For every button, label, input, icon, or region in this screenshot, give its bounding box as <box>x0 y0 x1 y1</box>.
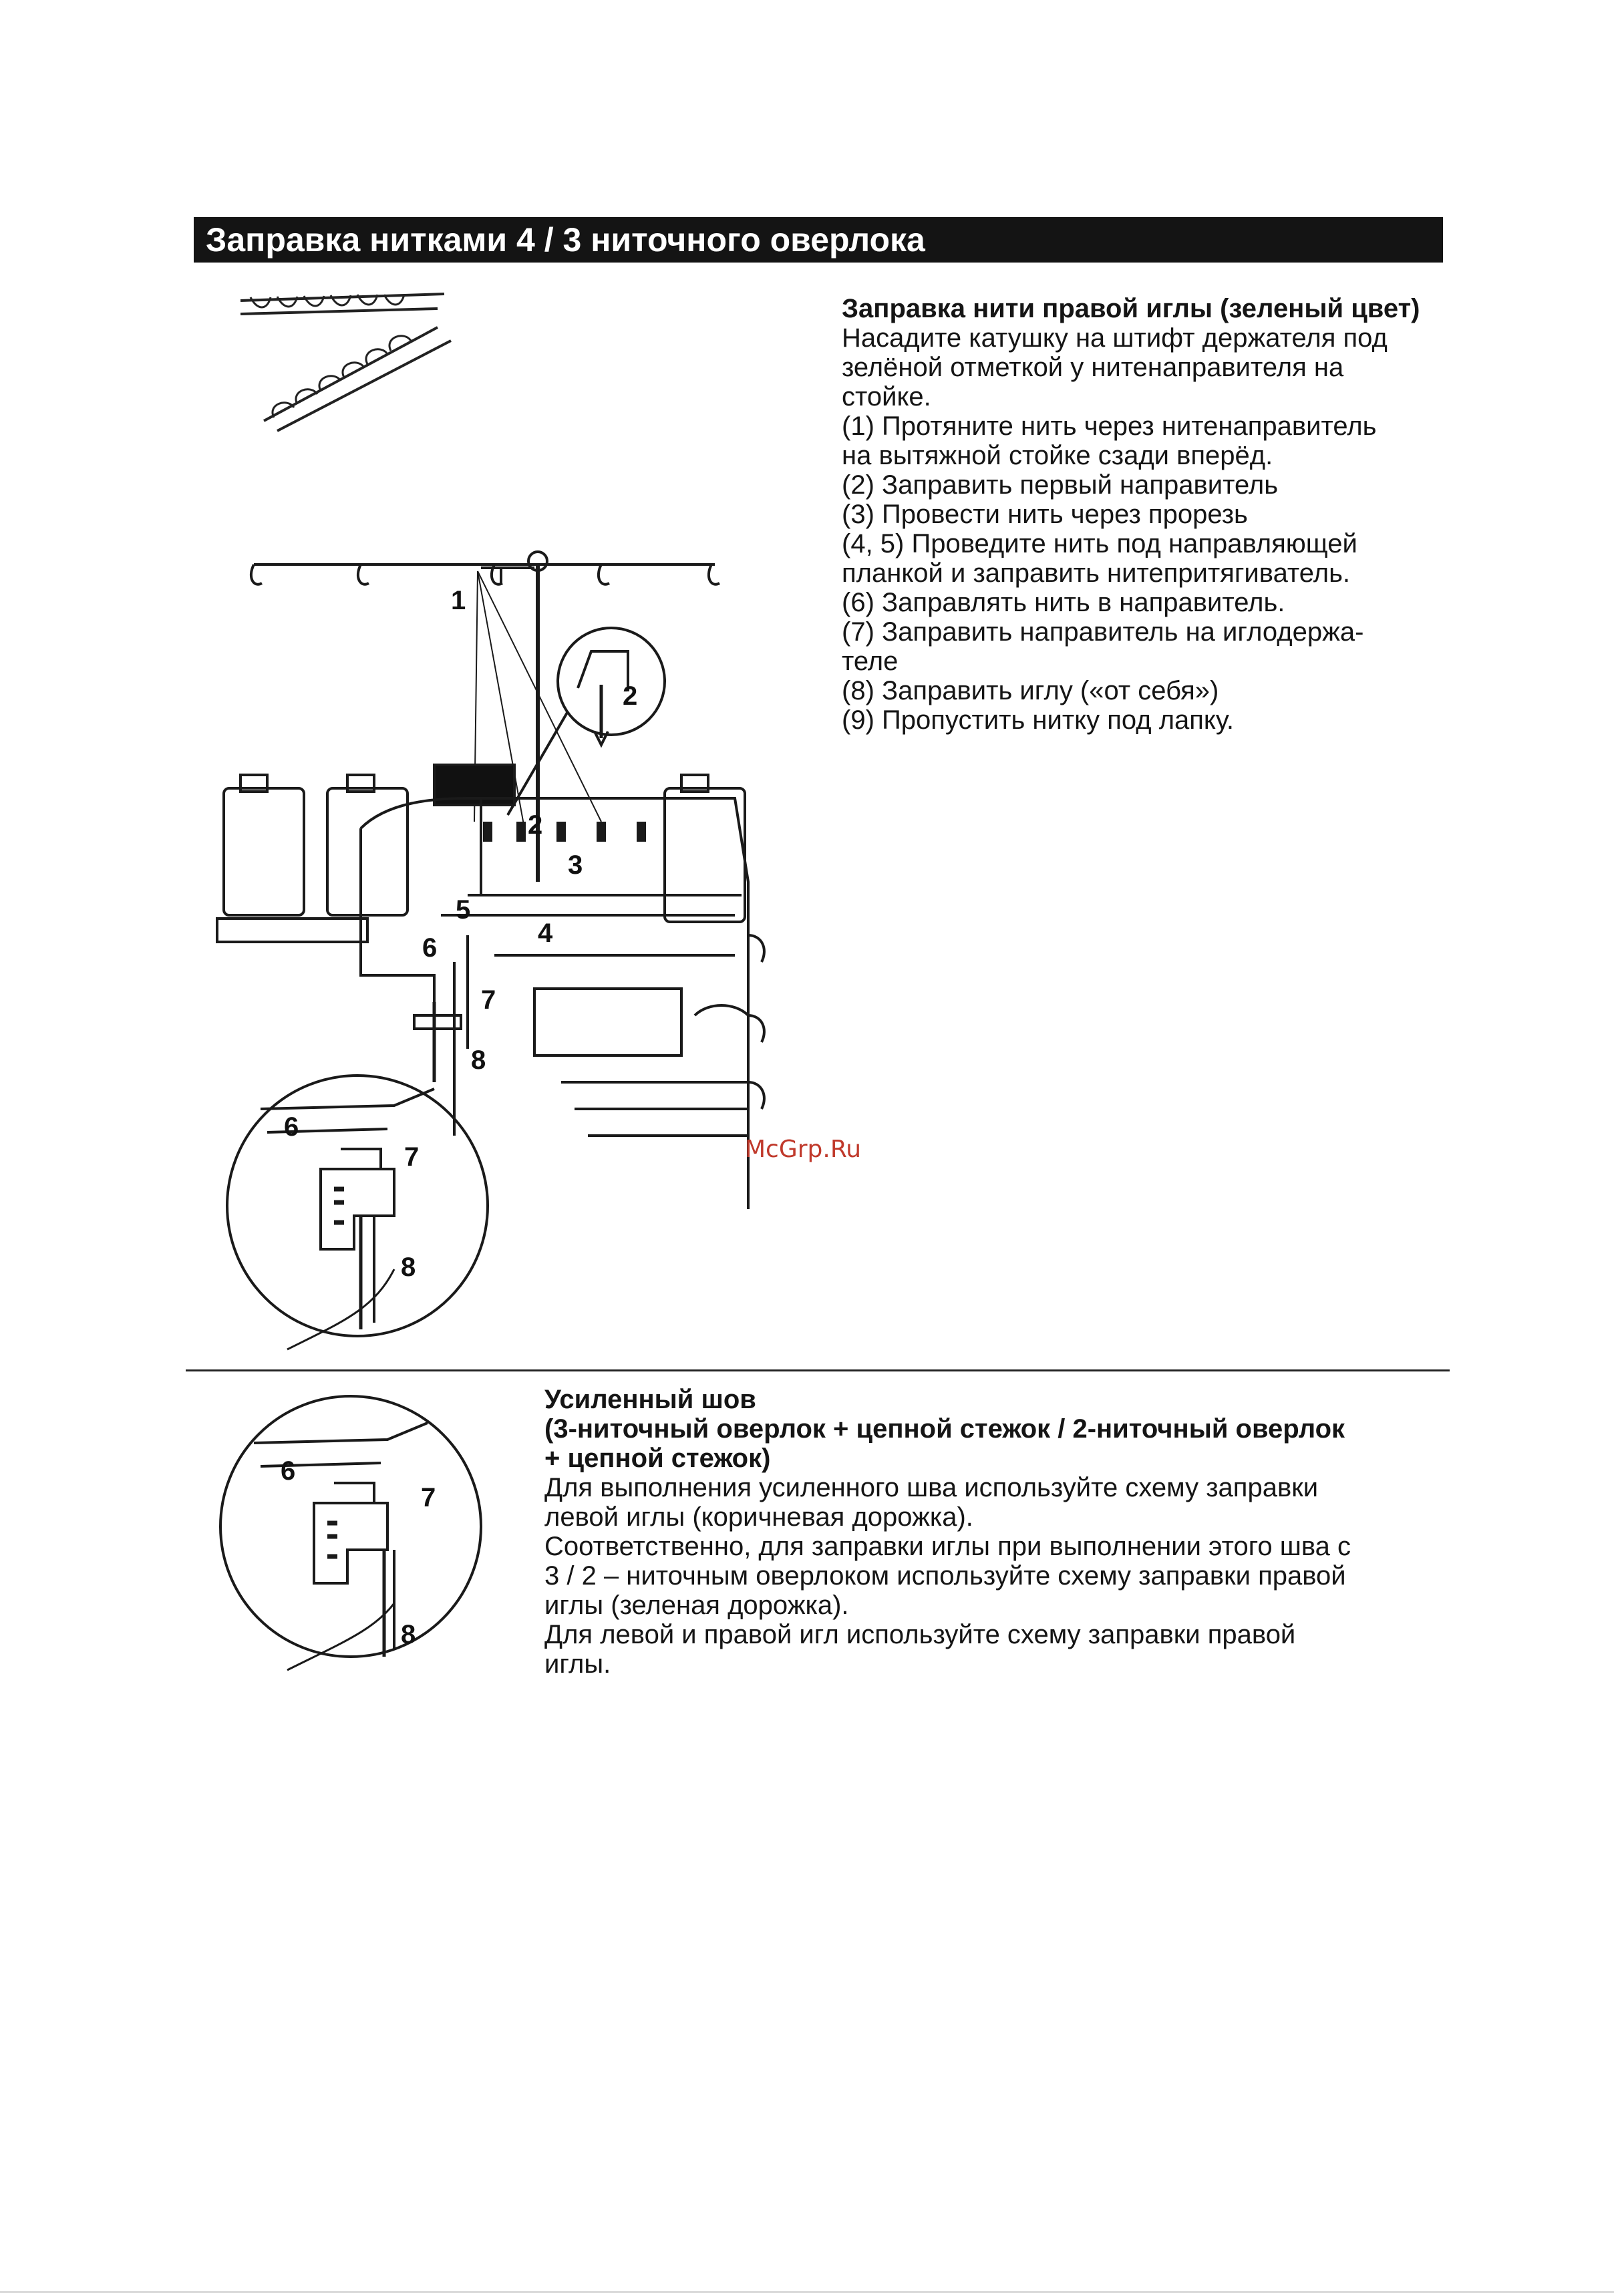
section1-heading: Заправка нити правой иглы (зеленый цвет) <box>842 294 1420 323</box>
zoom-bottom-label-8: 8 <box>401 1620 416 1649</box>
stitch-sample-illustration <box>237 287 464 441</box>
zoom-bottom-label-6: 6 <box>281 1456 296 1486</box>
section1-line: на вытяжной стойке сзади вперёд. <box>842 441 1273 470</box>
section1-line: теле <box>842 647 899 676</box>
section2-line: Соответственно, для заправки иглы при выполнении этого шва с <box>544 1532 1351 1561</box>
threading-instructions <box>842 294 1443 735</box>
page-title: Заправка нитками 4 / 3 ниточного оверлока <box>194 217 1443 263</box>
watermark: McGrp.Ru <box>745 1136 862 1163</box>
section1-line: (4, 5) Проведите нить под направляющей <box>842 529 1357 558</box>
section1-line: стойке. <box>842 382 931 412</box>
label-6: 6 <box>422 933 438 963</box>
label-3: 3 <box>568 850 583 880</box>
reinforced-seam-instructions <box>544 1385 1453 1679</box>
section2-line: иглы. <box>544 1649 611 1679</box>
section2-subheading: (3-ниточный оверлок + цепной стежок / 2-ниточный оверлок <box>544 1414 1345 1444</box>
page-bottom-rule <box>0 2291 1614 2293</box>
section2-line: 3 / 2 – ниточным оверлоком используйте схему заправки правой <box>544 1561 1346 1591</box>
section2-line: Для выполнения усиленного шва используйте схему заправки <box>544 1473 1319 1502</box>
section1-line: Насадите катушку на штифт держателя под <box>842 323 1388 353</box>
section-divider <box>186 1369 1450 1371</box>
section2-line: левой иглы (коричневая дорожка). <box>544 1502 973 1532</box>
label-7: 7 <box>481 985 496 1015</box>
section1-line: (2) Заправить первый направитель <box>842 470 1279 500</box>
section1-line: (8) Заправить иглу («от себя») <box>842 676 1219 705</box>
zoom-top-label-8: 8 <box>401 1253 416 1282</box>
needle-detail-zoom-bottom <box>214 1389 494 1670</box>
label-8: 8 <box>471 1045 486 1075</box>
zoom-bottom-label-7: 7 <box>421 1483 436 1512</box>
label-4: 4 <box>538 919 553 948</box>
section1-line: (6) Заправлять нить в направитель. <box>842 588 1285 617</box>
label-2: 2 <box>528 810 543 840</box>
section1-line: зелёной отметкой у нитенаправителя на <box>842 353 1344 382</box>
label-1: 1 <box>451 586 466 615</box>
label-2-zoom: 2 <box>623 681 638 711</box>
section1-line: (9) Пропустить нитку под лапку. <box>842 705 1234 735</box>
section1-line: (7) Заправить направитель на иглодержа- <box>842 617 1364 647</box>
section2-heading: Усиленный шов <box>544 1385 756 1414</box>
needle-detail-zoom-top <box>220 1069 501 1349</box>
section2-subheading: + цепной стежок) <box>544 1444 771 1473</box>
zoom-top-label-7: 7 <box>404 1142 420 1172</box>
zoom-top-label-6: 6 <box>284 1112 299 1142</box>
section1-line: планкой и заправить нитепритягиватель. <box>842 558 1351 588</box>
section2-line: Для левой и правой игл используйте схему заправки правой <box>544 1620 1296 1649</box>
section2-line: иглы (зеленая дорожка). <box>544 1591 849 1620</box>
section1-line: (1) Протяните нить через нитенаправитель <box>842 412 1377 441</box>
section1-line: (3) Провести нить через прорезь <box>842 500 1248 529</box>
label-5: 5 <box>456 895 471 925</box>
